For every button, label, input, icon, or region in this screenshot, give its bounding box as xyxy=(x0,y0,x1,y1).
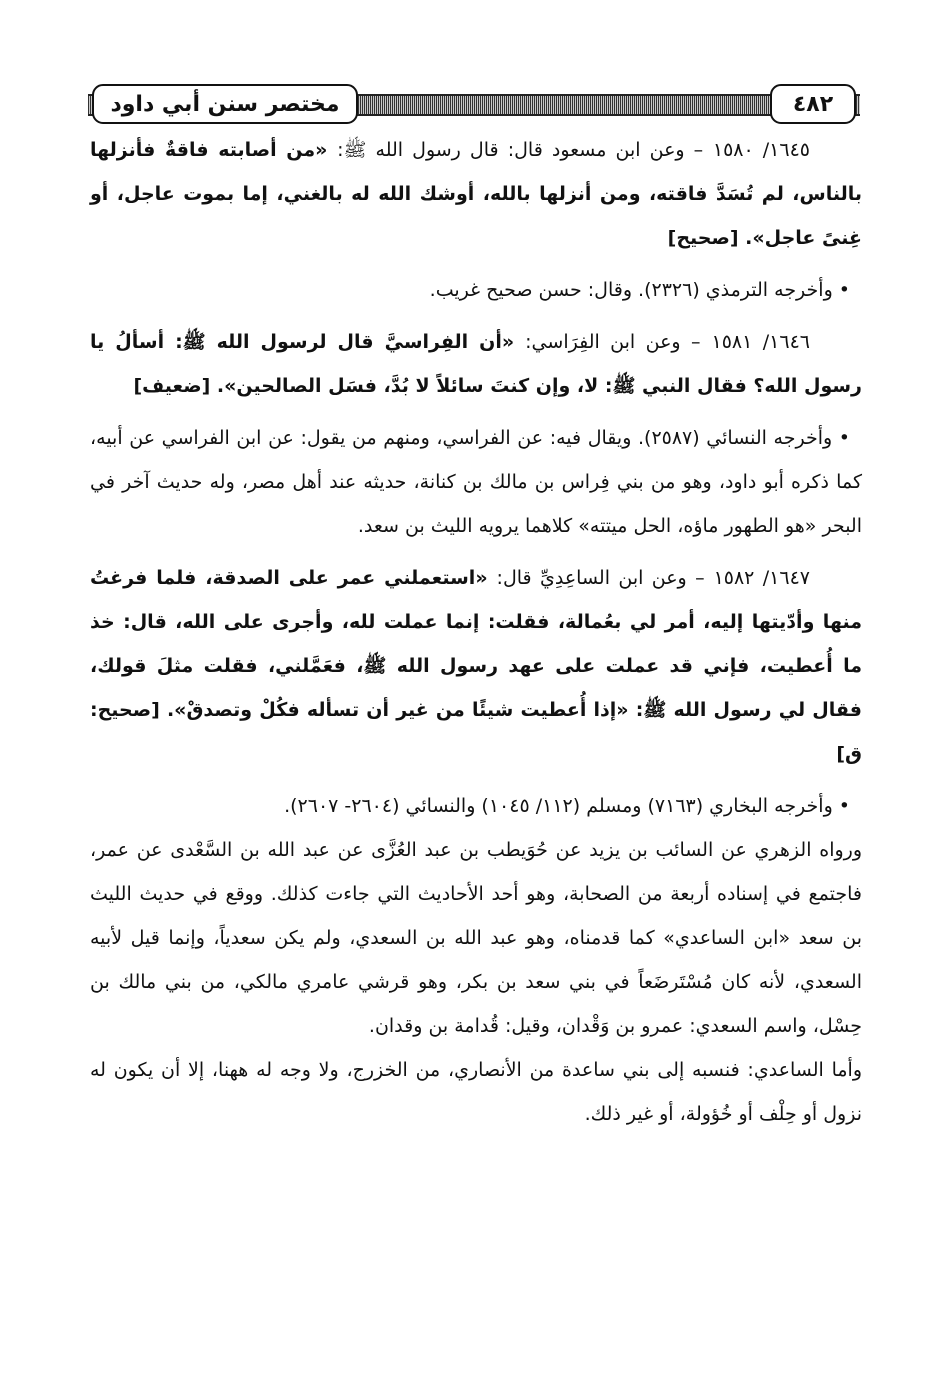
hadith-chain: – وعن ابن الفِرَاسي: xyxy=(525,331,701,353)
commentary-paragraph: وأما الساعدي: فنسبه إلى بني ساعدة من الأنصاري، من الخزرج، ولا وجه له ههنا، إلا أن يكون له نزول أو حِلْف أو خُؤولة، أو غير ذلك. xyxy=(90,1059,862,1125)
hadith-number: ١٦٤٥/ ١٥٨٠ xyxy=(712,139,810,161)
hadith-1645 xyxy=(90,128,862,260)
hadith-1646 xyxy=(90,320,862,408)
page-number: ٤٨٢ xyxy=(770,84,856,124)
hadith-chain: – وعن ابن الساعِدِيِّ قال: xyxy=(496,567,705,589)
hadith-1647 xyxy=(90,556,862,776)
takhrij-1645: • وأخرجه الترمذي (٢٣٢٦). وقال: حسن صحيح غريب. xyxy=(429,279,850,301)
page-header xyxy=(88,84,860,124)
hadith-text: «استعملني عمر على الصدقة، فلما فرغتُ منها وأدّيتها إليه، أمر لي بعُمالة، فقلت: إنما عملت لله، وأجرى على الله، قال: خذ ما أُعطيت، فإني قد عملت على عهد رسول الله ﷺ، فعَمَّلني، فقلت مثلَ قولك، فقال لي رسول الله ﷺ: «إذا أُعطيت شيئًا من غير أن تسأله فكُلْ وتصدقْ». [صحيح: ق] xyxy=(90,567,862,765)
takhrij-1647: • وأخرجه البخاري (٧١٦٣) ومسلم (١١٢/ ١٠٤٥) والنسائي (٢٦٠٤- ٢٦٠٧). xyxy=(284,795,850,817)
page-content xyxy=(90,128,862,1136)
hadith-text: «أن الفِراسيَّ قال لرسول الله ﷺ: أسألُ يا رسول الله؟ فقال النبي ﷺ: لا، وإن كنتَ سائلاً لا بُدَّ، فسَل الصالحين». [ضعيف] xyxy=(90,331,862,397)
hadith-number: ١٦٤٦/ ١٥٨١ xyxy=(711,331,810,353)
takhrij-1646: • وأخرجه النسائي (٢٥٨٧). ويقال فيه: عن الفراسي، ومنهم من يقول: عن ابن الفراسي عن أبيه، كما ذكره أبو داود، وهو من بني فِراس بن مالك بن كنانة، حديثه عند أهل مصر، وله حديث آخر في البحر «هو الطهور ماؤه، الحل ميتته» كلاهما يرويه الليث بن سعد. xyxy=(90,427,862,537)
commentary-paragraph: ورواه الزهري عن السائب بن يزيد عن حُوَيطب بن عبد العُزَّى عن عبد الله بن السَّعْدى عن عمر، فاجتمع في إسناده أربعة من الصحابة، وهو أحد الأحاديث التي جاءت كذلك. ووقع في حديث الليث بن سعد «ابن الساعدي» كما قدمناه، وهو عبد الله بن السعدي، ولم يكن سعدياً، وإنما قيل لأبيه السعدي، لأنه كان مُسْتَرضَعاً في بني سعد بن بكر، وهو قرشي عامري مالكي، من بني مالك بن حِسْل، واسم السعدي: عمرو بن وَقْدان، وقيل: قُدامة بن وقدان. xyxy=(90,839,862,1037)
hadith-chain: – وعن ابن مسعود قال: قال رسول الله ﷺ: xyxy=(337,139,704,161)
book-title: مختصر سنن أبي داود xyxy=(92,84,358,124)
hadith-text: «من أصابته فاقةٌ فأنزلها بالناس، لم تُسَدَّ فاقته، ومن أنزلها بالله، أوشك الله له بالغني، إما بموت عاجل، أو غِنىً عاجل». [صحيح] xyxy=(90,139,862,249)
hadith-number: ١٦٤٧/ ١٥٨٢ xyxy=(713,567,810,589)
